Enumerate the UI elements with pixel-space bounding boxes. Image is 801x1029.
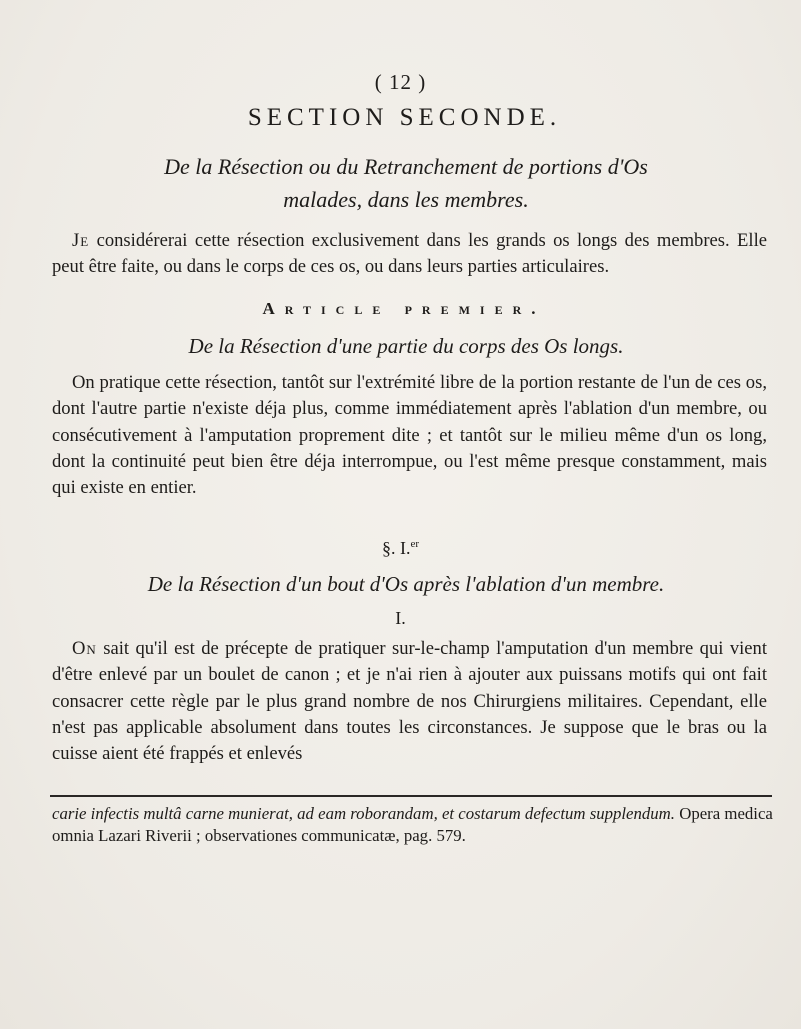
footnote-italic-text: carie infectis multâ carne munierat, ad eam roborandam, et costarum defectum supplendum. (52, 804, 675, 823)
article-heading: Article premier. (262, 299, 546, 318)
section-subtitle-line-1: De la Résection ou du Retranchement de portions d'Os (164, 154, 648, 179)
paragraph-mark (0, 538, 801, 559)
section-subtitle-line-2: malades, dans les membres. (283, 187, 529, 212)
paragraph-subtitle: De la Résection d'un bout d'Os après l'ablation d'un membre. (147, 572, 665, 596)
page-number: ( 12 ) (374, 70, 427, 94)
footnote-citation: Opera medica omnia Lazari Riverii ; observationes communicatæ, pag. 579. (52, 804, 773, 845)
point-paragraph (52, 636, 767, 767)
footnote (52, 803, 774, 847)
numbered-point: I. (395, 608, 406, 628)
intro-paragraph (52, 228, 767, 281)
point-lead-word: On (72, 638, 97, 659)
intro-lead-word: Je (72, 230, 90, 251)
section-title: SECTION SECONDE. (247, 104, 562, 131)
point-paragraph-text: sait qu'il est de précepte de pratiquer sur-le-champ l'amputation d'un membre qui vient d'être enlevé par un boulet de canon ; et je n'ai rien à ajouter aux puissans motifs qui ont fait consacrer cette règle par le plus grand nombre de nos Chirurgiens militaires. Cependant, elle n'est pas applicable absolument dans toutes les circonstances. Je suppose que le bras ou la cuisse aient été frappés et enlevés (52, 638, 767, 765)
intro-paragraph-text: considérerai cette résection exclusivement dans les grands os longs des membres. Elle peut être faite, ou dans le corps de ces os, ou dans leurs parties articulaires. (52, 230, 767, 278)
article-subtitle: De la Résection d'une partie du corps des Os longs. (188, 334, 624, 358)
paragraph-mark-superscript: er (410, 538, 420, 550)
article-paragraph: On pratique cette résection, tantôt sur l'extrémité libre de la portion restante de l'un de ces os, dont l'autre partie n'existe déja plus, comme immédiatement après l'ablation d'un membre, ou consécutivement à l'amputation proprement dite ; et tantôt sur le milieu même d'un os long, dont la continuité peut bien être déja interrompue, ou l'est même presque constamment, mais qui existe en entier. (52, 372, 767, 499)
footnote-rule (50, 795, 772, 797)
paragraph-mark-text: §. I. (381, 538, 411, 558)
